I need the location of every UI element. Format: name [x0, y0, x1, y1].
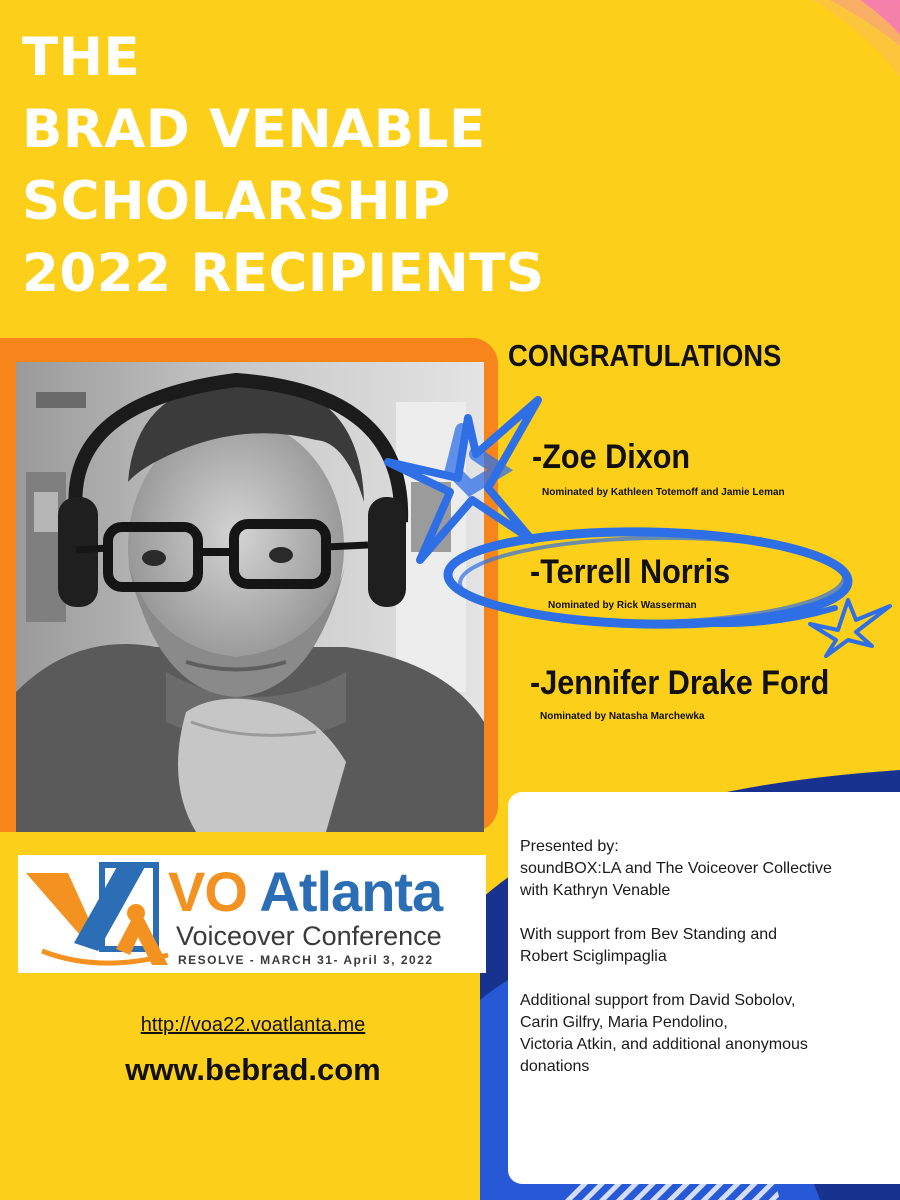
credits-panel	[508, 792, 900, 1184]
portrait-photo	[16, 362, 484, 832]
logo-city: Atlanta	[259, 860, 443, 923]
credits-support-line: With support from Bev Standing and	[520, 926, 778, 943]
conference-link[interactable]: http://voa22.voatlanta.me	[140, 1014, 366, 1036]
credits-additional-line: Carin Gilfry, Maria Pendolino,	[520, 1014, 728, 1031]
title-line: 2022 RECIPIENTS	[22, 243, 545, 304]
title-line: SCHOLARSHIP	[22, 171, 451, 232]
credits-additional-line: donations	[520, 1058, 590, 1075]
credits-additional-line: Additional support from David Sobolov,	[520, 992, 796, 1009]
credits-presented-label: Presented by:	[520, 838, 619, 855]
title-line: BRAD VENABLE	[22, 99, 486, 160]
recipient-nominator: Nominated by Kathleen Totemoff and Jamie Leman	[542, 487, 785, 498]
recipient-name: -Jennifer Drake Ford	[530, 664, 830, 702]
congratulations-heading: CONGRATULATIONS	[508, 338, 782, 373]
vo-atlanta-logo	[18, 855, 486, 973]
title-line: THE	[22, 27, 141, 88]
logo-wordmark	[168, 859, 442, 924]
recipient-name: -Terrell Norris	[530, 553, 731, 591]
logo-vo: VO	[168, 860, 247, 923]
poster-title	[22, 22, 545, 310]
logo-tagline: RESOLVE - MARCH 31- April 3, 2022	[178, 953, 434, 967]
credits-additional-line: Victoria Atkin, and additional anonymous	[520, 1036, 808, 1053]
credits-support-line: Robert Sciglimpaglia	[520, 948, 667, 965]
credits-presented-line: with Kathryn Venable	[520, 882, 671, 899]
website-link[interactable]: www.bebrad.com	[125, 1052, 381, 1087]
recipient-nominator: Nominated by Rick Wasserman	[548, 600, 697, 611]
recipient-name: -Zoe Dixon	[532, 438, 691, 476]
logo-subtitle: Voiceover Conference	[176, 921, 442, 951]
recipient-nominator: Nominated by Natasha Marchewka	[540, 711, 705, 722]
credits-presented-line: soundBOX:LA and The Voiceover Collective	[520, 860, 832, 877]
orange-ring-arc	[690, 0, 900, 440]
